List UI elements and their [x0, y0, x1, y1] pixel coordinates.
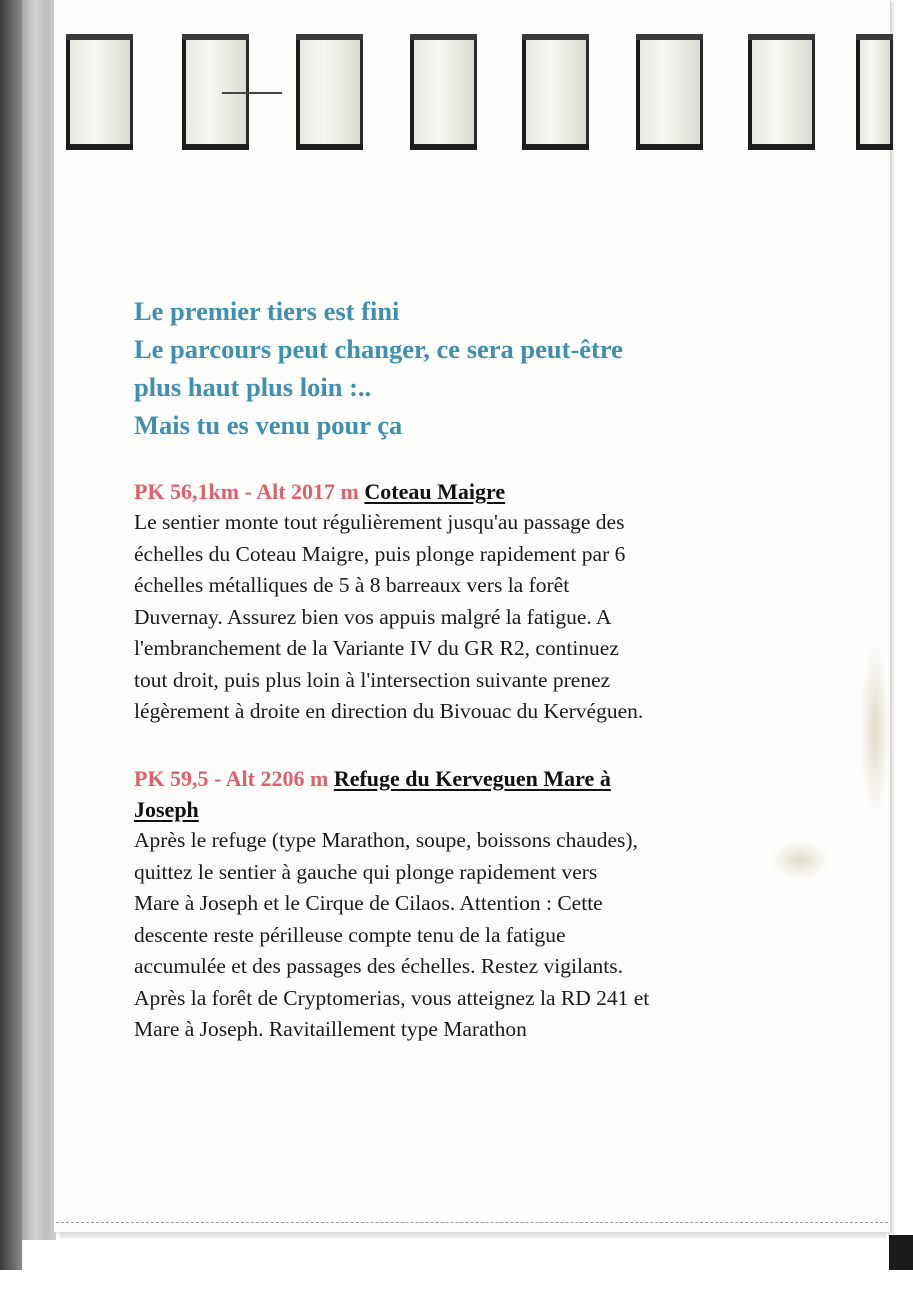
place-name: Coteau Maigre [364, 479, 506, 504]
binding-ring [748, 34, 815, 150]
book-spine-shadow [0, 0, 22, 1270]
page-stack-bottom [60, 1232, 886, 1238]
section-refuge-kerveguen [134, 763, 834, 1046]
body-line: échelles du Coteau Maigre, puis plonge rapidement par 6 [134, 541, 626, 566]
body-line: l'embranchement de la Variante IV du GR R2, continuez [134, 636, 619, 660]
page-bottom-perforation [56, 1222, 888, 1223]
scan-corner-shadow [889, 1235, 913, 1270]
intro-line: Mais tu es venu pour ça [134, 410, 403, 440]
place-name-continued: Joseph [134, 797, 199, 822]
body-line: accumulée et des passages des échelles. Restez vigilants. [134, 954, 623, 978]
binding-ring [856, 34, 893, 150]
body-line: échelles métalliques de 5 à 8 barreaux vers la forêt [134, 573, 570, 597]
binding-ring [296, 34, 363, 150]
body-line: quittez le sentier à gauche qui plonge rapidement vers [134, 859, 598, 884]
place-name: Refuge du Kerveguen Mare à [333, 766, 611, 791]
body-line: descente reste périlleuse compte tenu de la fatigue [134, 922, 566, 947]
intro-line: Le premier tiers est fini [134, 296, 400, 326]
intro-text [134, 292, 834, 444]
section-heading [134, 476, 834, 507]
binding-ring [522, 34, 589, 150]
binding-ring [66, 34, 133, 150]
intro-line: plus haut plus loin :.. [134, 372, 372, 402]
body-line: Duvernay. Assurez bien vos appuis malgré la fatigue. A [134, 604, 612, 629]
paper-stain [860, 640, 890, 820]
body-line: Après le refuge (type Marathon, soupe, boissons chaudes), [134, 828, 638, 852]
body-line: tout droit, puis plus loin à l'intersection suivante prenez [134, 667, 611, 692]
page-stack-edge [22, 0, 56, 1240]
spiral-binding [60, 30, 890, 155]
section-body [134, 507, 834, 728]
body-line: légèrement à droite en direction du Bivouac du Kervéguen. [134, 699, 644, 723]
section-heading [134, 763, 834, 794]
body-line: Mare à Joseph et le Cirque de Cilaos. Attention : Cette [134, 891, 603, 915]
section-body [134, 825, 834, 1046]
binding-ring [636, 34, 703, 150]
section-coteau-maigre [134, 476, 834, 728]
section-heading-continued [134, 794, 834, 825]
pk-marker: PK 56,1km - Alt 2017 m [134, 479, 359, 504]
binding-ring [182, 34, 249, 150]
body-line: Après la forêt de Cryptomerias, vous atteignez la RD 241 et [134, 985, 650, 1010]
intro-line: Le parcours peut changer, ce sera peut-être [134, 334, 623, 364]
body-line: Mare à Joseph. Ravitaillement type Marathon [134, 1017, 527, 1041]
pk-marker: PK 59,5 - Alt 2206 m [134, 766, 329, 791]
binding-ring [410, 34, 477, 150]
body-line: Le sentier monte tout régulièrement jusqu'au passage des [134, 510, 625, 534]
